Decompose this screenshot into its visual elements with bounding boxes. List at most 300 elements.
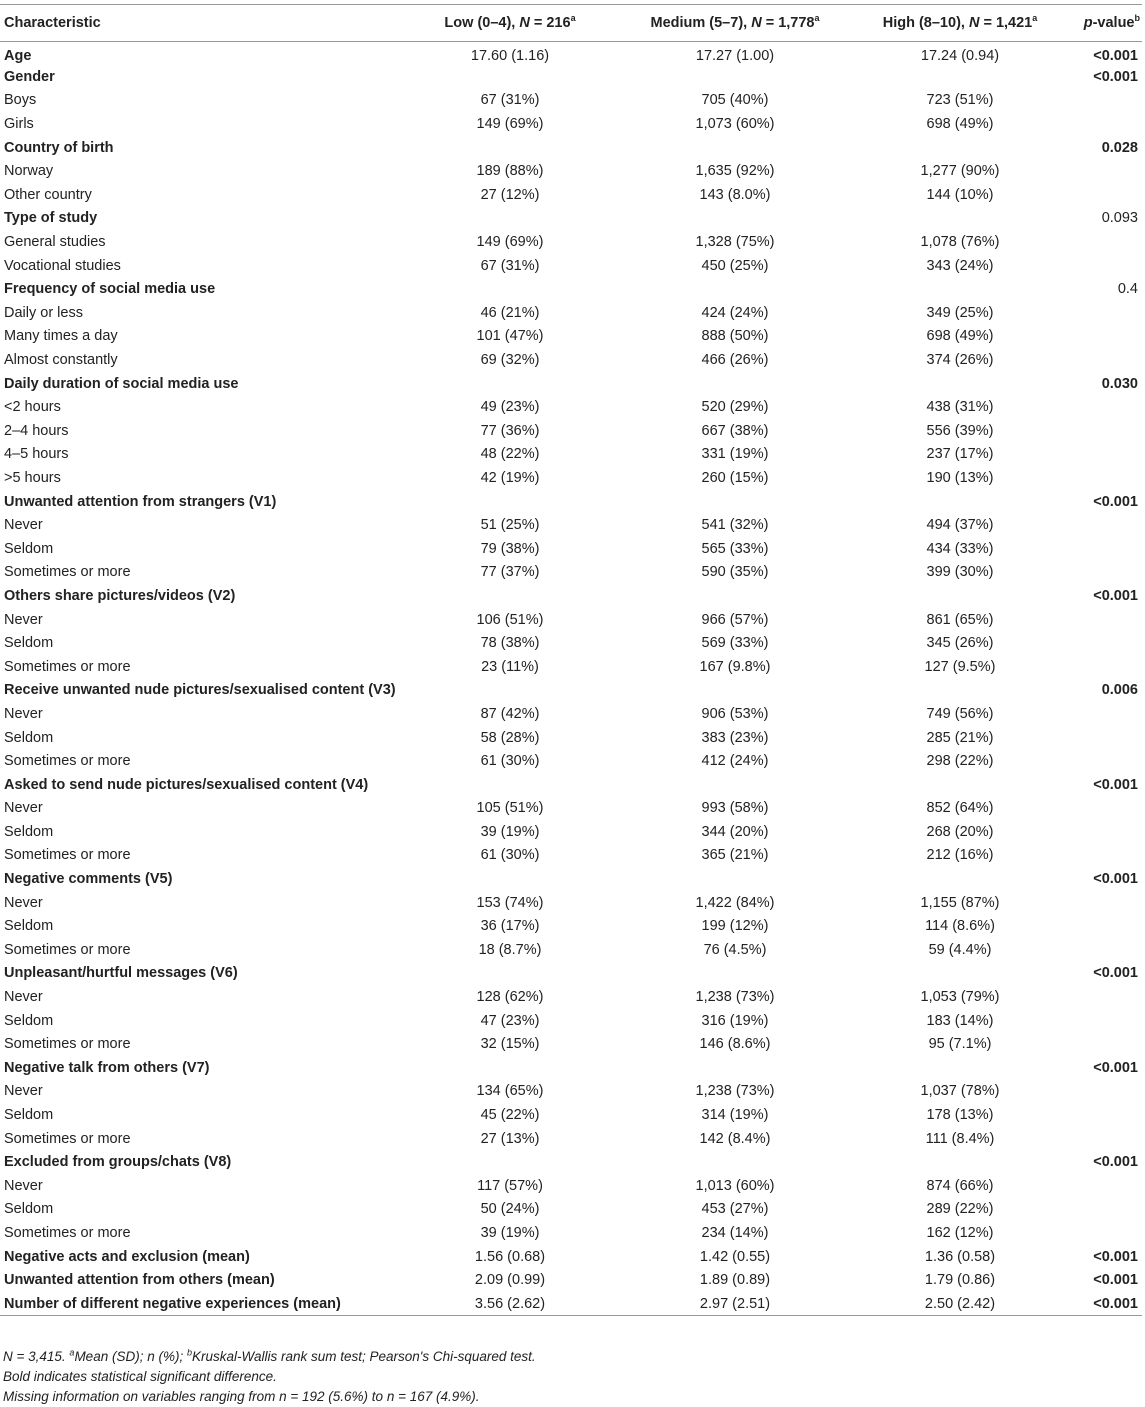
p-value-cell xyxy=(1070,1174,1142,1198)
header-low-n-value: = 216 xyxy=(529,15,571,31)
p-value-cell xyxy=(1070,561,1142,585)
p-value-cell xyxy=(1070,1032,1142,1056)
high-cell xyxy=(850,65,1070,89)
table-header-row xyxy=(0,5,1142,42)
characteristic-cell: Seldom xyxy=(4,823,54,840)
characteristic-cell: Seldom xyxy=(4,1012,54,1029)
header-high-sup: a xyxy=(1032,13,1038,24)
high-cell: 268 (20%) xyxy=(926,823,994,840)
characteristic-cell: Never xyxy=(4,989,43,1006)
low-cell: 149 (69%) xyxy=(476,234,544,251)
high-cell xyxy=(850,490,1070,514)
high-cell: 1,053 (79%) xyxy=(920,989,1000,1006)
medium-cell: 1,013 (60%) xyxy=(695,1177,775,1194)
table-section-row xyxy=(0,136,1142,160)
medium-cell: 234 (14%) xyxy=(701,1224,769,1241)
high-cell: 212 (16%) xyxy=(926,847,994,864)
table-row xyxy=(0,891,1142,915)
characteristic-cell: >5 hours xyxy=(4,469,61,486)
low-cell: 149 (69%) xyxy=(476,116,544,133)
characteristic-cell: Seldom xyxy=(4,918,54,935)
p-value-cell: 0.093 xyxy=(1101,210,1138,227)
medium-cell: 888 (50%) xyxy=(701,328,769,345)
results-table xyxy=(0,4,1142,1316)
low-cell: 77 (37%) xyxy=(480,564,540,581)
p-value-cell: <0.001 xyxy=(1093,871,1138,888)
p-value-cell: 0.030 xyxy=(1101,375,1138,392)
p-value-cell: <0.001 xyxy=(1093,493,1138,510)
high-cell: 345 (26%) xyxy=(926,635,994,652)
table-row xyxy=(0,1221,1142,1245)
medium-cell: 142 (8.4%) xyxy=(699,1130,771,1147)
characteristic-cell: Never xyxy=(4,1083,43,1100)
header-p-label: -value xyxy=(1092,15,1135,31)
high-cell: 127 (9.5%) xyxy=(924,658,996,675)
high-cell: 1.36 (0.58) xyxy=(924,1248,996,1265)
medium-cell: 383 (23%) xyxy=(701,729,769,746)
medium-cell xyxy=(620,65,850,89)
table-section-row xyxy=(0,1268,1142,1292)
high-cell: 2.50 (2.42) xyxy=(850,1292,1070,1316)
characteristic-cell: Frequency of social media use xyxy=(4,281,216,298)
characteristic-cell: Sometimes or more xyxy=(4,847,131,864)
table-section-row xyxy=(0,1245,1142,1269)
medium-cell: 314 (19%) xyxy=(701,1107,769,1124)
table-section-row xyxy=(0,1056,1142,1080)
low-cell: 27 (12%) xyxy=(480,186,540,203)
p-value-cell xyxy=(1070,1221,1142,1245)
low-cell: 69 (32%) xyxy=(480,352,540,369)
low-cell: 27 (13%) xyxy=(480,1130,540,1147)
table-row xyxy=(0,466,1142,490)
characteristic-cell: 4–5 hours xyxy=(4,446,69,463)
low-cell: 134 (65%) xyxy=(476,1083,544,1100)
high-cell: 349 (25%) xyxy=(926,304,994,321)
p-value-cell: <0.001 xyxy=(1093,1154,1138,1171)
header-characteristic: Characteristic xyxy=(0,5,400,42)
characteristic-cell: Negative talk from others (V7) xyxy=(4,1059,210,1076)
characteristic-cell: Never xyxy=(4,894,43,911)
table-section-row xyxy=(0,65,1142,89)
p-value-cell xyxy=(1070,1198,1142,1222)
low-cell xyxy=(400,584,620,608)
header-p-value xyxy=(1070,5,1142,42)
characteristic-cell: Other country xyxy=(4,186,92,203)
high-cell: 852 (64%) xyxy=(926,800,994,817)
p-value-cell xyxy=(1070,159,1142,183)
characteristic-cell: Unpleasant/hurtful messages (V6) xyxy=(4,965,238,982)
medium-cell: 316 (19%) xyxy=(701,1012,769,1029)
low-cell: 46 (21%) xyxy=(480,304,540,321)
high-cell: 343 (24%) xyxy=(926,257,994,274)
medium-cell: 453 (27%) xyxy=(701,1201,769,1218)
characteristic-cell: Age xyxy=(4,47,32,64)
table-footnotes xyxy=(3,1347,536,1407)
medium-cell xyxy=(620,867,850,891)
characteristic-cell: Sometimes or more xyxy=(4,658,131,675)
characteristic-cell: Number of different negative experiences (mean) xyxy=(0,1292,400,1316)
table-row xyxy=(0,1198,1142,1222)
medium-cell xyxy=(620,773,850,797)
medium-cell: 541 (32%) xyxy=(701,517,769,534)
p-value-cell xyxy=(1070,183,1142,207)
table-row xyxy=(0,419,1142,443)
footnote-b-text: Kruskal-Wallis rank sum test; Pearson's Chi-squared test. xyxy=(191,1349,536,1364)
medium-cell: 167 (9.8%) xyxy=(699,658,771,675)
characteristic-cell: Seldom xyxy=(4,540,54,557)
characteristic-cell: Seldom xyxy=(4,729,54,746)
medium-cell: 569 (33%) xyxy=(701,635,769,652)
table-row xyxy=(0,702,1142,726)
medium-cell: 466 (26%) xyxy=(701,352,769,369)
p-value-cell xyxy=(1070,89,1142,113)
high-cell: 285 (21%) xyxy=(926,729,994,746)
table-row xyxy=(0,1127,1142,1151)
table-section-row xyxy=(0,584,1142,608)
medium-cell: 1,422 (84%) xyxy=(695,894,775,911)
characteristic-cell: Norway xyxy=(4,163,54,180)
table-row xyxy=(0,1174,1142,1198)
low-cell: 49 (23%) xyxy=(480,399,540,416)
table-section-row xyxy=(0,490,1142,514)
table-row xyxy=(0,254,1142,278)
low-cell: 18 (8.7%) xyxy=(478,941,542,958)
p-value-cell xyxy=(1070,844,1142,868)
characteristic-cell: Seldom xyxy=(4,1107,54,1124)
high-cell: 111 (8.4%) xyxy=(925,1130,995,1147)
header-medium-n-value: = 1,778 xyxy=(761,15,815,31)
high-cell xyxy=(850,584,1070,608)
table-row xyxy=(0,655,1142,679)
header-low-sup: a xyxy=(570,13,576,24)
p-value-cell xyxy=(1070,348,1142,372)
low-cell: 1.56 (0.68) xyxy=(474,1248,546,1265)
p-value-cell xyxy=(1070,254,1142,278)
low-cell: 2.09 (0.99) xyxy=(474,1272,546,1289)
p-value-cell: <0.001 xyxy=(1070,1292,1142,1316)
table-body xyxy=(0,42,1142,1316)
low-cell: 3.56 (2.62) xyxy=(400,1292,620,1316)
high-cell: 190 (13%) xyxy=(926,469,994,486)
characteristic-cell: Excluded from groups/chats (V8) xyxy=(4,1154,232,1171)
medium-cell xyxy=(620,1150,850,1174)
characteristic-cell: Never xyxy=(4,611,43,628)
high-cell: 59 (4.4%) xyxy=(928,941,992,958)
p-value-cell: <0.001 xyxy=(1093,965,1138,982)
table-row xyxy=(0,183,1142,207)
p-value-cell xyxy=(1070,914,1142,938)
footnote-a-text: Mean (SD); n (%); xyxy=(74,1349,187,1364)
low-cell xyxy=(400,136,620,160)
high-cell: 178 (13%) xyxy=(926,1107,994,1124)
header-high-n: N xyxy=(968,15,980,31)
table-row xyxy=(0,395,1142,419)
characteristic-cell: Asked to send nude pictures/sexualised content (V4) xyxy=(4,776,369,793)
low-cell xyxy=(400,65,620,89)
low-cell: 39 (19%) xyxy=(480,1224,540,1241)
medium-cell: 906 (53%) xyxy=(701,705,769,722)
high-cell: 874 (66%) xyxy=(926,1177,994,1194)
characteristic-cell: Sometimes or more xyxy=(4,753,131,770)
low-cell: 87 (42%) xyxy=(480,705,540,722)
footnote-n: N xyxy=(3,1349,13,1364)
table-section-row xyxy=(0,372,1142,396)
p-value-cell xyxy=(1070,112,1142,136)
high-cell xyxy=(850,372,1070,396)
characteristic-cell: 2–4 hours xyxy=(4,422,69,439)
low-cell: 67 (31%) xyxy=(480,257,540,274)
table-row xyxy=(0,1080,1142,1104)
medium-cell: 143 (8.0%) xyxy=(699,186,771,203)
characteristic-cell: Many times a day xyxy=(4,328,118,345)
low-cell: 61 (30%) xyxy=(480,847,540,864)
high-cell: 1,078 (76%) xyxy=(920,234,1000,251)
characteristic-cell: <2 hours xyxy=(4,399,61,416)
p-value-cell xyxy=(1070,1103,1142,1127)
p-value-cell xyxy=(1070,891,1142,915)
medium-cell: 1,073 (60%) xyxy=(695,116,775,133)
characteristic-cell: Unwanted attention from others (mean) xyxy=(4,1272,275,1289)
high-cell xyxy=(850,679,1070,703)
medium-cell: 331 (19%) xyxy=(701,446,769,463)
p-value-cell: 0.4 xyxy=(1117,281,1138,298)
high-cell: 95 (7.1%) xyxy=(928,1036,992,1053)
table-row xyxy=(0,631,1142,655)
characteristic-cell: Unwanted attention from strangers (V1) xyxy=(4,493,277,510)
table-row xyxy=(0,1103,1142,1127)
header-low-label: Low (0–4), xyxy=(444,15,520,31)
table-section-row xyxy=(0,42,1142,66)
characteristic-cell: General studies xyxy=(4,234,106,251)
high-cell: 237 (17%) xyxy=(926,446,994,463)
low-cell: 101 (47%) xyxy=(476,328,544,345)
characteristic-cell: Vocational studies xyxy=(4,257,121,274)
table-row xyxy=(0,443,1142,467)
medium-cell: 199 (12%) xyxy=(701,918,769,935)
high-cell: 17.24 (0.94) xyxy=(920,47,1000,64)
low-cell xyxy=(400,773,620,797)
p-value-cell xyxy=(1070,702,1142,726)
p-value-cell xyxy=(1070,749,1142,773)
header-p-sup: b xyxy=(1134,13,1140,24)
table-row xyxy=(0,749,1142,773)
medium-cell xyxy=(620,490,850,514)
medium-cell: 2.97 (2.51) xyxy=(620,1292,850,1316)
medium-cell xyxy=(620,679,850,703)
table-row xyxy=(0,513,1142,537)
p-value-cell xyxy=(1070,466,1142,490)
low-cell: 58 (28%) xyxy=(480,729,540,746)
high-cell: 289 (22%) xyxy=(926,1201,994,1218)
p-value-cell: <0.001 xyxy=(1093,776,1138,793)
p-value-cell xyxy=(1070,631,1142,655)
p-value-cell xyxy=(1070,1080,1142,1104)
medium-cell: 412 (24%) xyxy=(701,753,769,770)
header-high-n-value: = 1,421 xyxy=(979,15,1033,31)
p-value-cell xyxy=(1070,820,1142,844)
low-cell: 48 (22%) xyxy=(480,446,540,463)
low-cell: 78 (38%) xyxy=(480,635,540,652)
characteristic-cell: Others share pictures/videos (V2) xyxy=(4,587,236,604)
high-cell: 494 (37%) xyxy=(926,517,994,534)
low-cell xyxy=(400,679,620,703)
p-value-cell xyxy=(1070,608,1142,632)
p-value-cell xyxy=(1070,1009,1142,1033)
medium-cell: 146 (8.6%) xyxy=(699,1036,771,1053)
characteristic-cell: Never xyxy=(4,705,43,722)
table-row xyxy=(0,301,1142,325)
low-cell: 51 (25%) xyxy=(480,517,540,534)
low-cell: 105 (51%) xyxy=(476,800,544,817)
low-cell xyxy=(400,277,620,301)
low-cell: 45 (22%) xyxy=(480,1107,540,1124)
characteristic-cell: Sometimes or more xyxy=(4,564,131,581)
table-row xyxy=(0,112,1142,136)
low-cell: 128 (62%) xyxy=(476,989,544,1006)
p-value-cell: <0.001 xyxy=(1093,1059,1138,1076)
low-cell xyxy=(400,867,620,891)
high-cell: 183 (14%) xyxy=(926,1012,994,1029)
medium-cell: 260 (15%) xyxy=(701,469,769,486)
p-value-cell xyxy=(1070,395,1142,419)
footnote-sup-a: a xyxy=(69,1347,75,1358)
p-value-cell xyxy=(1070,301,1142,325)
low-cell: 50 (24%) xyxy=(480,1201,540,1218)
low-cell: 67 (31%) xyxy=(480,92,540,109)
characteristic-cell: Seldom xyxy=(4,635,54,652)
low-cell: 36 (17%) xyxy=(480,918,540,935)
table-section-row xyxy=(0,679,1142,703)
table-row xyxy=(0,820,1142,844)
medium-cell: 705 (40%) xyxy=(701,92,769,109)
high-cell: 434 (33%) xyxy=(926,540,994,557)
characteristic-cell: Almost constantly xyxy=(4,352,118,369)
high-cell xyxy=(850,1150,1070,1174)
medium-cell: 17.27 (1.00) xyxy=(695,47,775,64)
medium-cell: 667 (38%) xyxy=(701,422,769,439)
characteristic-cell: Sometimes or more xyxy=(4,1036,131,1053)
p-value-cell xyxy=(1070,938,1142,962)
medium-cell: 590 (35%) xyxy=(701,564,769,581)
table-row xyxy=(0,726,1142,750)
high-cell: 298 (22%) xyxy=(926,753,994,770)
table-section-row xyxy=(0,867,1142,891)
p-value-cell xyxy=(1070,325,1142,349)
low-cell: 39 (19%) xyxy=(480,823,540,840)
low-cell xyxy=(400,372,620,396)
table-row xyxy=(0,325,1142,349)
high-cell: 374 (26%) xyxy=(926,352,994,369)
high-cell xyxy=(850,136,1070,160)
characteristic-cell: Daily or less xyxy=(4,304,83,321)
header-medium-label: Medium (5–7), xyxy=(650,15,752,31)
low-cell: 23 (11%) xyxy=(481,658,539,675)
header-medium-n: N xyxy=(751,15,762,31)
medium-cell: 1,238 (73%) xyxy=(695,1083,775,1100)
header-high-label: High (8–10), xyxy=(882,15,969,31)
medium-cell: 1.42 (0.55) xyxy=(699,1248,771,1265)
high-cell: 749 (56%) xyxy=(926,705,994,722)
header-medium xyxy=(620,5,850,42)
characteristic-cell: Sometimes or more xyxy=(4,1130,131,1147)
characteristic-cell: Never xyxy=(4,800,43,817)
table-row xyxy=(0,230,1142,254)
characteristic-cell: Negative comments (V5) xyxy=(4,871,173,888)
high-cell: 1.79 (0.86) xyxy=(924,1272,996,1289)
table-row xyxy=(0,1009,1142,1033)
high-cell xyxy=(850,207,1070,231)
high-cell: 723 (51%) xyxy=(926,92,994,109)
p-value-cell xyxy=(1070,443,1142,467)
p-value-cell xyxy=(1070,230,1142,254)
table-row xyxy=(0,561,1142,585)
medium-cell: 966 (57%) xyxy=(701,611,769,628)
p-value-cell xyxy=(1070,985,1142,1009)
characteristic-cell: Seldom xyxy=(4,1201,54,1218)
table-row xyxy=(0,844,1142,868)
high-cell: 144 (10%) xyxy=(926,186,994,203)
table-section-row xyxy=(0,1292,1142,1316)
p-value-cell: <0.001 xyxy=(1093,587,1138,604)
characteristic-cell: Sometimes or more xyxy=(4,941,131,958)
medium-cell xyxy=(620,372,850,396)
medium-cell: 424 (24%) xyxy=(701,304,769,321)
p-value-cell: 0.028 xyxy=(1101,139,1138,156)
medium-cell: 365 (21%) xyxy=(701,847,769,864)
medium-cell: 1,238 (73%) xyxy=(695,989,775,1006)
medium-cell: 1,328 (75%) xyxy=(695,234,775,251)
medium-cell: 1.89 (0.89) xyxy=(699,1272,771,1289)
p-value-cell xyxy=(1070,513,1142,537)
table-row xyxy=(0,608,1142,632)
characteristic-cell: Daily duration of social media use xyxy=(4,375,239,392)
characteristic-cell: Never xyxy=(4,1177,43,1194)
high-cell: 162 (12%) xyxy=(926,1224,994,1241)
low-cell: 153 (74%) xyxy=(476,894,544,911)
high-cell xyxy=(850,773,1070,797)
high-cell xyxy=(850,1056,1070,1080)
footnote-line-1 xyxy=(3,1347,536,1367)
footnote-sup-b: b xyxy=(186,1347,192,1358)
high-cell: 1,037 (78%) xyxy=(920,1083,1000,1100)
medium-cell: 993 (58%) xyxy=(701,800,769,817)
footnote-line-3: Missing information on variables ranging from n = 192 (5.6%) to n = 167 (4.9%). xyxy=(3,1389,480,1404)
medium-cell xyxy=(620,962,850,986)
medium-cell: 565 (33%) xyxy=(701,540,769,557)
low-cell: 79 (38%) xyxy=(480,540,540,557)
footnote-line-2: Bold indicates statistical significant difference. xyxy=(3,1369,277,1384)
medium-cell xyxy=(620,136,850,160)
low-cell xyxy=(400,1150,620,1174)
header-low-n: N xyxy=(519,15,530,31)
high-cell: 399 (30%) xyxy=(926,564,994,581)
characteristic-cell: Country of birth xyxy=(4,139,114,156)
table-section-row xyxy=(0,773,1142,797)
low-cell xyxy=(400,962,620,986)
characteristic-cell: Receive unwanted nude pictures/sexualised content (V3) xyxy=(4,682,396,699)
p-value-cell: <0.001 xyxy=(1093,68,1138,85)
low-cell xyxy=(400,207,620,231)
low-cell: 77 (36%) xyxy=(480,422,540,439)
table-row xyxy=(0,159,1142,183)
characteristic-cell: Girls xyxy=(4,116,34,133)
header-high xyxy=(850,5,1070,42)
p-value-cell xyxy=(1070,655,1142,679)
high-cell xyxy=(850,867,1070,891)
p-value-cell xyxy=(1070,797,1142,821)
medium-cell: 520 (29%) xyxy=(701,399,769,416)
p-value-cell: <0.001 xyxy=(1093,1248,1138,1265)
